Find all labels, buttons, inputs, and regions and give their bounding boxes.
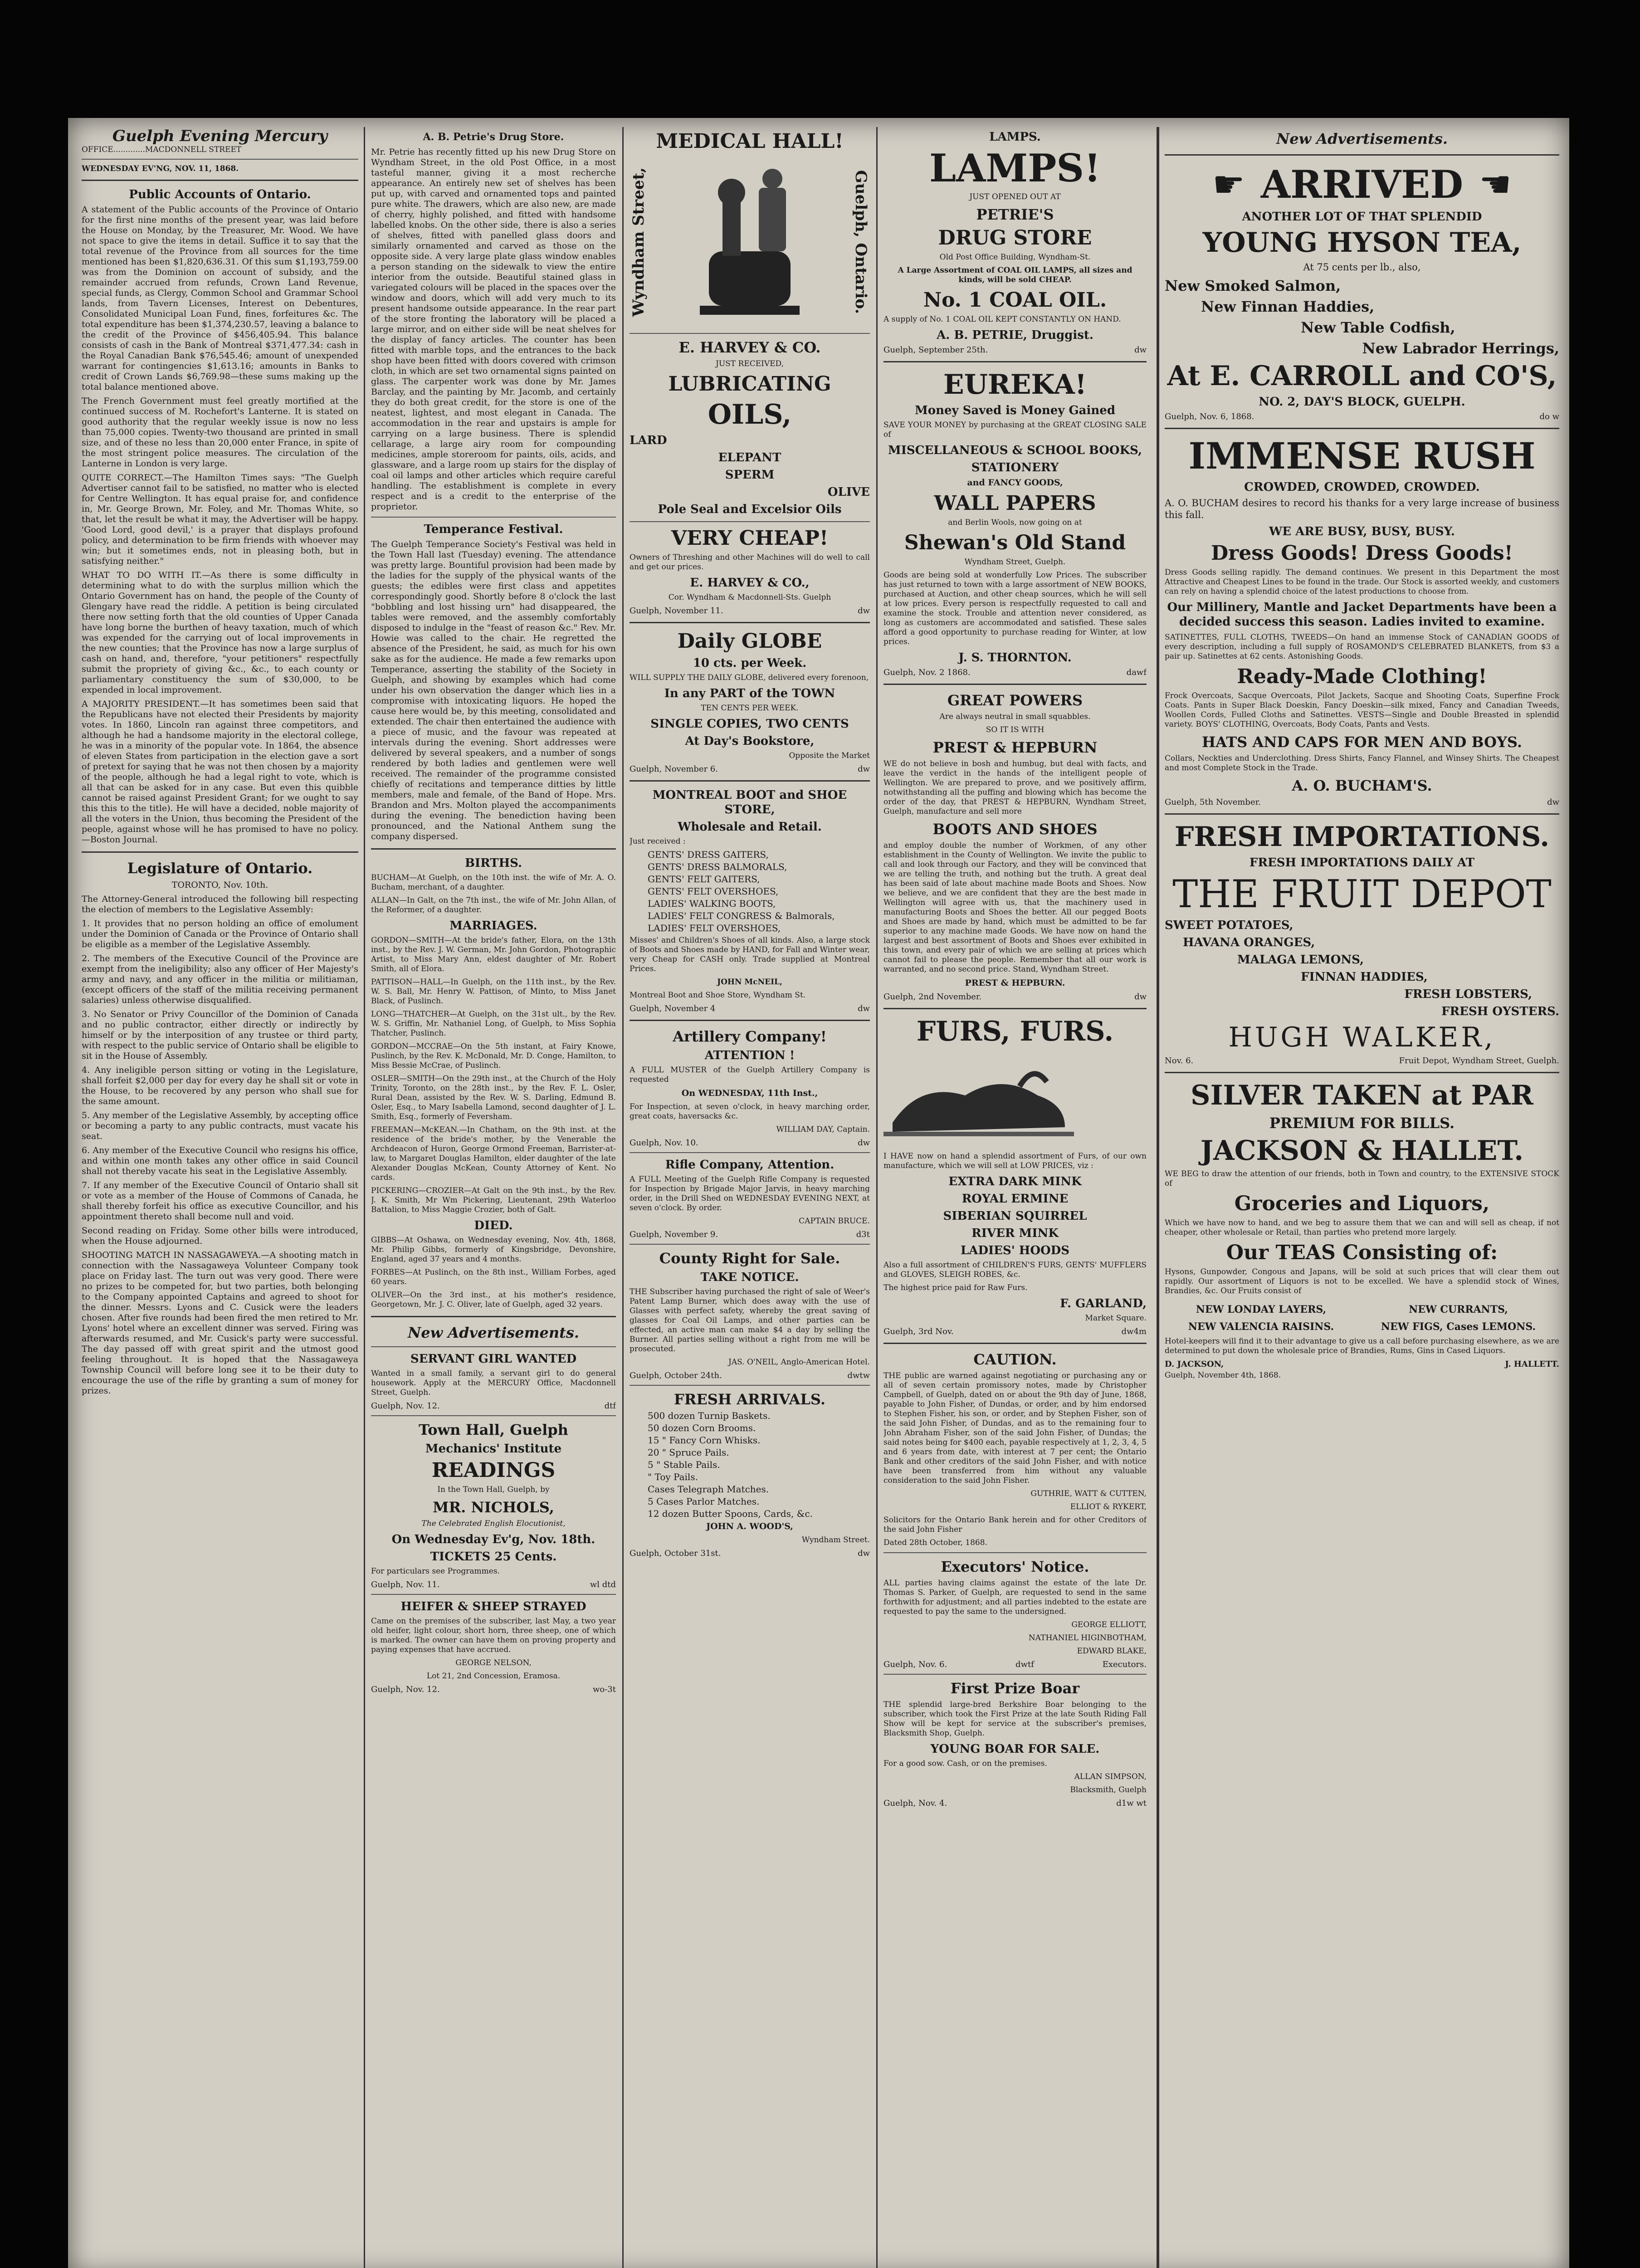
- ad-text: NATHANIEL HIGINBOTHAM,: [1028, 1633, 1147, 1642]
- list-item: GENTS' FELT OVERSHOES,: [648, 886, 779, 897]
- ad-text: I HAVE now on hand a splendid assortment of Furs, of our own manufacture, which we will sell at LOW PRICES, viz :: [883, 1152, 1147, 1170]
- article-text: The Attorney-General introduced the following bill respecting the election of members to the Legislative Assembly:: [82, 894, 358, 914]
- ad-heading: STATIONERY: [971, 461, 1059, 474]
- ad-footer: Guelph, November 6. dw: [630, 764, 870, 774]
- ad-text: On WEDNESDAY, 11th Inst.,: [681, 1088, 818, 1098]
- ad-text: Guelph, November 4th, 1868.: [1165, 1371, 1281, 1380]
- fur-animal-icon: [883, 1055, 1074, 1145]
- heading-temperance: Temperance Festival.: [424, 523, 563, 536]
- ad-heading-silver: SILVER TAKEN at PAR: [1191, 1080, 1533, 1111]
- ad-heading-eureka: EUREKA!: [943, 369, 1087, 401]
- column-rule: [876, 127, 878, 2268]
- ad-heading: Executors' Notice.: [941, 1558, 1089, 1575]
- article-text: 3. No Senator or Privy Councillor of the Dominion of Canada and no public contractor, either directly or indirectly by himself or by the interposition of any trustee or third party, with respect to the public service of Ontario shall be eligible to sit in the House of Assembly.: [82, 1009, 358, 1061]
- ad-text: Also a full assortment of CHILDREN'S FURS, GENTS' MUFFLERS and GLOVES, SLEIGH ROBES, &c.: [883, 1261, 1147, 1279]
- ad-heading: YOUNG BOAR FOR SALE.: [930, 1742, 1100, 1756]
- list-item: 5 Cases Parlor Matches.: [648, 1496, 760, 1507]
- ad-footer: Guelph, October 31st. dw: [630, 1549, 870, 1558]
- ad-item: NEW FIGS, Cases LEMONS.: [1381, 1321, 1536, 1333]
- ad-heading: HATS AND CAPS FOR MEN AND BOYS.: [1202, 733, 1522, 751]
- ad-heading: DRUG STORE: [938, 226, 1092, 249]
- ad-heading-fruit-depot: THE FRUIT DEPOT: [1172, 872, 1552, 916]
- notice: GORDON—MCCRAE—On the 5th instant, at Fairy Knowe, Puslinch, by the Rev. K. McDonald, Mr. D. Conge, Hamilton, to Miss Bessie McCrae, of Puslinch.: [371, 1042, 616, 1070]
- ad-text: Market Square.: [1085, 1314, 1147, 1323]
- ad-heading: LUBRICATING: [668, 372, 831, 396]
- ad-footer: Guelph, 3rd Nov. dw4m: [883, 1327, 1147, 1336]
- ad-text: Cor. Wyndham & Macdonnell-Sts. Guelph: [668, 593, 831, 602]
- ad-text: JUST RECEIVED,: [716, 359, 784, 368]
- ad-heading: Wholesale and Retail.: [678, 820, 822, 834]
- ad-heading: On Wednesday Ev'g, Nov. 18th.: [391, 1533, 595, 1546]
- ad-text: Lot 21, 2nd Concession, Eramosa.: [426, 1672, 561, 1681]
- ad-text: Solicitors for the Ontario Bank herein and for other Creditors of the said John Fisher: [883, 1515, 1147, 1534]
- ad-heading: OILS,: [708, 399, 792, 430]
- notice: BUCHAM—At Guelph, on the 10th inst. the wife of Mr. A. O. Bucham, merchant, of a daughter.: [371, 873, 616, 892]
- article-text: The Guelph Temperance Society's Festival was held in the Town Hall last (Tuesday) evening. The attendance was pretty large. Bountiful provision had been made by the ladies for the supply of the physical wants of the guests; the edibles were first class and appetites correspondingly good. Shortly before 8 o'clock the last "bobbling and lost hissing urn" had disappeared, the tables were removed, and the assembly comfortably disposed to indulge in the "feast of reason &c." Rev. Mr. Howie was called to the chair. He regretted the absence of the President, he said, as much for his own sake as for the audience. He made a few remarks upon Temperance, asserting the stability of the Society in Guelph, and showing by examples which had come under his own observation the danger which lies in a compromise with intoxicating liquors. He hoped the cause here would be, by this meeting, consolidated and extended. The chair then entertained the audience with a piece of music, and the favour was repeated at intervals during the evening. Short addresses were delivered by several speakers, and a number of songs rendered by both ladies and gentlemen were well received. The remainder of the programme consisted chiefly of recitations and temperance ditties by little members, male and female, of the Band of Hope. Mrs. Brandon and Mrs. Molton played the accompaniments during the evening. The benediction having been pronounced, and the National Anthem sung the company dispersed.: [371, 539, 616, 841]
- ad-item: Pole Seal and Excelsior Oils: [658, 503, 842, 516]
- ad-heading: Our TEAS Consisting of:: [1226, 1241, 1498, 1264]
- article-text: 4. Any ineligible person sitting or voting in the Legislature, shall forfeit $2,000 per day for every day he shall sit or vote in the House, to be recovered by any person who shall sue for the same amount.: [82, 1065, 358, 1106]
- ad-text: and Berlin Wools, now going on at: [948, 518, 1082, 527]
- ad-text: ANOTHER LOT OF THAT SPLENDID: [1242, 210, 1482, 224]
- ad-text: Goods are being sold at wonderfully Low Prices. The subscriber has just returned to town with a large assortment of NEW BOOKS, purchased at Auction, and other cheap sources, which he will sell at low prices. Every person is respectfully requested to call and examine the stock. Trouble and attention never considered, as long as customers are accommodated and satisfied. These sales afford a good opportunity to purchase reading for Winter, at low prices.: [883, 571, 1147, 646]
- ad-text: CAPTAIN BRUCE.: [799, 1217, 870, 1226]
- ad-footer: D. JACKSON, J. HALLETT.: [1165, 1359, 1559, 1369]
- ad-heading: Mechanics' Institute: [425, 1442, 562, 1456]
- ad-item: NEW LONDAY LAYERS,: [1196, 1304, 1327, 1315]
- ad-item: ROYAL ERMINE: [962, 1192, 1069, 1206]
- ad-heading: ATTENTION !: [704, 1049, 795, 1062]
- article-text: 1. It provides that no person holding an office of emolument under the Dominion of Canada or the Province of Ontario shall be eligible as a member of the Legislative Assembly.: [82, 919, 358, 949]
- ad-footer: Guelph, Nov. 6, 1868. do w: [1165, 412, 1559, 421]
- ad-text: For a good sow. Cash, or on the premises.: [883, 1759, 1047, 1768]
- vertical-caption: Wyndham Street,: [630, 167, 648, 317]
- ad-heading: County Right for Sale.: [659, 1250, 840, 1267]
- ad-heading: SINGLE COPIES, TWO CENTS: [650, 717, 849, 731]
- ad-heading: GREAT POWERS: [947, 692, 1083, 709]
- ad-heading: WE ARE BUSY, BUSY, BUSY.: [1269, 525, 1455, 538]
- ad-text: Misses' and Children's Shoes of all kinds. Also, a large stock of Boots and Shoes made by HAND, for Fall and Winter wear, very Cheap for CASH only. Trade supplied at Montreal Prices.: [630, 936, 870, 973]
- ad-text: Old Post Office Building, Wyndham-St.: [939, 253, 1091, 262]
- ad-text: For particulars see Programmes.: [371, 1567, 500, 1576]
- ad-text: Just received :: [630, 837, 686, 846]
- ad-footer: Guelph, November 11. dw: [630, 606, 870, 616]
- ad-item: New Finnan Haddies,: [1201, 298, 1375, 315]
- column-1: [82, 127, 358, 2268]
- ad-heading-arrived: ARRIVED: [1260, 162, 1464, 207]
- ad-text: CROWDED, CROWDED, CROWDED.: [1244, 480, 1480, 494]
- ad-item: HAVANA ORANGES,: [1183, 936, 1315, 949]
- ad-item: NEW CURRANTS,: [1409, 1304, 1508, 1315]
- ad-heading: PREST & HEPBURN: [932, 739, 1098, 756]
- list-item: 12 dozen Butter Spoons, Cards, &c.: [648, 1508, 813, 1519]
- ad-item: New Table Codfish,: [1301, 319, 1455, 336]
- ad-text: Collars, Neckties and Underclothing. Dress Shirts, Fancy Flannel, and Winsey Shirts. The Cheapest and most Complete Stock in the Trade.: [1165, 754, 1559, 772]
- ad-footer: Nov. 6. Fruit Depot, Wyndham Street, Guelph.: [1165, 1056, 1559, 1066]
- ad-footer: Guelph, October 24th. dwtw: [630, 1371, 870, 1380]
- ad-text: JOHN A. WOOD'S,: [706, 1521, 793, 1531]
- ad-text: EDWARD BLAKE,: [1077, 1647, 1147, 1656]
- ad-item: LARD: [630, 434, 667, 447]
- ad-text: The Celebrated English Elocutionist,: [421, 1519, 566, 1528]
- notice: PATTISON—HALL—In Guelph, on the 11th inst., by the Rev. W. S. Ball, Mr. Henry W. Pattison, of Minto, to Miss Janet Black, of Puslinch.: [371, 978, 616, 1006]
- ad-heading: In any PART of the TOWN: [664, 687, 835, 700]
- ad-text: GEORGE NELSON,: [455, 1658, 532, 1667]
- heading-legislature: Legislature of Ontario.: [127, 860, 313, 877]
- article-text: The French Government must feel greatly mortified at the continued success of M. Rochefort's Lanterne. It is stated on good authority that the regular weekly issue is now no less than 75,000 copies. Twenty-two thousand are printed in small size, and of these no less than 20,000 enter France, in spite of the most stringent police measures. The circulation of the Lanterne in London is very large.: [82, 396, 358, 469]
- ad-heading-jackson-hallet: JACKSON & HALLET.: [1200, 1135, 1524, 1167]
- ad-item: EXTRA DARK MINK: [948, 1175, 1082, 1188]
- ad-text: WILL SUPPLY THE DAILY GLOBE, delivered every forenoon,: [630, 673, 869, 682]
- column-3: [630, 127, 870, 2268]
- ad-heading: READINGS: [431, 1459, 556, 1482]
- list-item: 5 " Stable Pails.: [648, 1459, 720, 1470]
- masthead: Guelph Evening Mercury: [112, 127, 328, 145]
- ad-text: A FULL MUSTER of the Guelph Artillery Company is requested: [630, 1066, 870, 1084]
- ad-list: [630, 850, 870, 933]
- ad-text: Wanted in a small family, a servant girl to do general housework. Apply at the MERCURY Office, Macdonnell Street, Guelph.: [371, 1369, 616, 1397]
- medical-hall-art: [630, 156, 870, 328]
- heading-died: DIED.: [474, 1219, 513, 1232]
- ad-text: Hysons, Gunpowder, Congous and Japans, will be sold at such prices that will clear them out rapidly. Our assortment of Liquors is not to be excelled. We have a splendid stock of Wines, Brandies, &c. Our Fruits consist of: [1165, 1267, 1559, 1295]
- pointing-hand-left-icon: ☚: [1479, 163, 1512, 205]
- notice: LONG—THATCHER—At Guelph, on the 31st ult., by the Rev. W. S. Griffin, Mr. Nathaniel Long, of Guelph, to Miss Sophia Thatcher, Puslinch.: [371, 1010, 616, 1038]
- ad-text: For Inspection, at seven o'clock, in heavy marching order, great coats, haversacks &c.: [630, 1102, 870, 1121]
- ad-heading: FRESH ARRIVALS.: [674, 1391, 825, 1408]
- column-5: [1165, 127, 1559, 2268]
- ad-footer: Guelph, November 4 dw: [630, 1004, 870, 1013]
- list-item: 20 " Spruce Pails.: [648, 1447, 729, 1458]
- ad-text: and employ double the number of Workmen, of any other establishment in the County of Wellington. We invite the public to call and look through our Factory, and they will be convinced that we are telling the truth, and nothing but the truth. A great deal has been said of late about machine made Boots and Shoes. Now we believe, and we are confident that they are the best made in Wellington will agree with us, that the machinery used in manufacturing Boots and Shoes the better. All our pegged Boots and Shoes are made by hand, which must be admitted to be far superior to any machine made Goods. We have now on hand the largest and best assortment of Boots and Shoes ever exhibited in this town, and every pair of which we are selling at prices which cannot fail to please the people. Remember that all our work is warranted, and no second price. Stand, Wyndham Street.: [883, 841, 1147, 974]
- ad-text: Our Millinery, Mantle and Jacket Departments have been a decided success this season. Ladies invited to examine.: [1167, 601, 1557, 629]
- list-item: Cases Telegraph Matches.: [648, 1484, 769, 1495]
- column-rule: [622, 127, 624, 2268]
- ad-text: TEN CENTS PER WEEK.: [701, 704, 799, 713]
- ad-text: A supply of No. 1 COAL OIL KEPT CONSTANTLY ON HAND.: [883, 315, 1121, 324]
- ad-text: Dress Goods selling rapidly. The demand continues. We present in this Department the most Attractive and Cheapest Lines to be found in the trade. Our Stock is assorted weekly, and customers can rely on having a splendid choice of the latest productions to choose from.: [1165, 568, 1559, 596]
- ad-text: Came on the premises of the subscriber, last May, a two year old heifer, light colour, short horn, three sheep, one of which is marked. The owner can have them on proving property and paying expenses that have accrued.: [371, 1617, 616, 1654]
- ad-footer: Guelph, September 25th. dw: [883, 345, 1147, 355]
- ad-text: GUTHRIE, WATT & CUTTEN,: [1030, 1489, 1147, 1498]
- ad-heading: E. HARVEY & CO.: [678, 339, 821, 356]
- ad-item: FINNAN HADDIES,: [1301, 970, 1428, 984]
- ad-text: THE splendid large-bred Berkshire Boar belonging to the subscriber, which took the First Prize at the late South Riding Fall Show will be kept for service at the subscriber's premises, Blacksmith Shop, Guelph.: [883, 1700, 1147, 1738]
- ad-text: Hotel-keepers will find it to their advantage to give us a call before purchasing elsewhere, as we are determined to put down the wholesale price of Brandies, Rums, Gins in Cased Liquors.: [1165, 1337, 1559, 1355]
- list-item: GENTS' DRESS BALMORALS,: [648, 861, 787, 872]
- ad-text: Opposite the Market: [789, 751, 870, 760]
- ad-text: PREMIUM FOR BILLS.: [1269, 1114, 1455, 1132]
- notice: GORDON—SMITH—At the bride's father, Elora, on the 13th inst., by the Rev. J. W. German, Mr. John Gordon, Photographic Artist, to Miss Mary Ann, eldest daughter of Mr. Robert Smith, all of Elora.: [371, 936, 616, 973]
- list-item: LADIES' FELT OVERSHOES,: [648, 923, 781, 934]
- ad-heading: A. B. PETRIE, Druggist.: [937, 328, 1093, 342]
- ad-heading: Artillery Company!: [673, 1028, 827, 1045]
- ad-heading: Shewan's Old Stand: [904, 531, 1126, 554]
- ad-footer: Guelph, Nov. 2 1868. dawf: [883, 668, 1147, 677]
- ad-text: ELLIOT & RYKERT,: [1070, 1502, 1147, 1511]
- ad-text: ALLAN SIMPSON,: [1074, 1772, 1147, 1781]
- ad-text: WE BEG to draw the attention of our friends, both in Town and country, to the EXTENSIVE STOCK of: [1165, 1169, 1559, 1188]
- list-item: GENTS' FELT GAITERS,: [648, 874, 760, 885]
- ad-footer: Guelph, 5th November. dw: [1165, 797, 1559, 807]
- ad-heading: MR. NICHOLS,: [433, 1499, 554, 1516]
- ad-item: LADIES' HOODS: [961, 1244, 1069, 1257]
- ad-heading: TICKETS 25 Cents.: [430, 1550, 557, 1564]
- ad-footer: Guelph, Nov. 12. dtf: [371, 1401, 616, 1411]
- ad-text: GEORGE ELLIOTT,: [1071, 1620, 1147, 1629]
- fruit-list: [1165, 1300, 1559, 1337]
- mortar-and-pestle-icon: [695, 161, 804, 324]
- ad-heading-furs: FURS, FURS.: [916, 1016, 1114, 1047]
- arrived-banner: [1165, 162, 1559, 207]
- ad-heading: No. 1 COAL OIL.: [923, 288, 1107, 312]
- notice: PICKERING—CROZIER—At Galt on the 9th inst., by the Rev. J. K. Smith, Mr Wm Pickering, Lieutenant, 29th Waterloo Battalion, to Miss Maggie Crozier, both of Galt.: [371, 1186, 616, 1214]
- article-text: WHAT TO DO WITH IT.—As there is some difficulty in determining what to do with the surplus million which the Ontario Government has on hand, the people of the County of Glengary have read the riddle. A petition is being circulated there now setting forth that the old counties of Upper Canada have long borne the burthen of heavy taxation, much of which was expended for the carrying out of local improvements in the new counties; that the Province has now a large surplus of cash on hand, and, therefore, "your petitioners" respectfully submit the propriety of giving &c., &c., to each county or parliamentary constituency the sum of $30,000, to be expended in local improvement.: [82, 570, 358, 695]
- ad-text: and FANCY GOODS,: [967, 478, 1063, 488]
- ad-heading: HUGH WALKER,: [1228, 1022, 1496, 1053]
- heading-public-accounts: Public Accounts of Ontario.: [129, 188, 311, 201]
- ad-text: At 75 cents per lb., also,: [1303, 262, 1421, 273]
- ad-text: Which we have now to hand, and we beg to assure them that we can and will sell as cheap, if not cheaper, other wholesale or Retail, than parties who pretend more largely.: [1165, 1218, 1559, 1237]
- ad-text: A FULL Meeting of the Guelph Rifle Company is requested for Inspection by Brigade Major Jarvis, in heavy marching order, in the Drill Shed on WEDNESDAY EVENING NEXT, at seven o'clock. By order.: [630, 1175, 870, 1212]
- ad-item: SIBERIAN SQUIRREL: [943, 1209, 1087, 1223]
- notice: ALLAN—In Galt, on the 7th inst., the wife of Mr. John Allan, of the Reformer, of a daughter.: [371, 896, 616, 914]
- heading-births: BIRTHS.: [464, 856, 522, 870]
- ad-text: The highest price paid for Raw Furs.: [883, 1283, 1028, 1292]
- ad-heading: F. GARLAND,: [1060, 1297, 1147, 1310]
- ad-footer: Guelph, Nov. 11. wl dtd: [371, 1580, 616, 1589]
- ad-heading-fresh-importations: FRESH IMPORTATIONS.: [1174, 821, 1550, 853]
- ad-heading: A. O. BUCHAM'S.: [1292, 777, 1432, 794]
- ad-heading: HEIFER & SHEEP STRAYED: [400, 1600, 586, 1613]
- dateline: TORONTO, Nov. 10th.: [171, 880, 268, 890]
- article-text: A MAJORITY PRESIDENT.—It has sometimes been said that the Republicans have not elected their Presidents by majority votes. In 1860, Lincoln ran against three competitors, and although he had a handsome majority in the electoral college, he was in a minority of the popular vote. In 1864, the absence of eleven States from participation in the election gave a sort of pretext for saying that he was not then chosen by a majority of the people, although he had a legal right to vote, which is all that can be asked for in any case. But even this quibble cannot be raised against President Grant; for we ought to say this this to the title). He will have a decided, noble majority of all the voters in the Union, thus becoming the President of the people, against whose will he has promised to have no policy.—Boston Journal.: [82, 699, 358, 845]
- ad-text: ALL parties having claims against the estate of the late Dr. Thomas S. Parker, of Guelph, are requested to send in the same forthwith for adjustment; and all parties indebted to the estate are requested to pay the same to the undersigned.: [883, 1579, 1147, 1616]
- ad-text: Are always neutral in small squabbles.: [939, 712, 1091, 721]
- issue-date: WEDNESDAY EV'NG, NOV. 11, 1868.: [82, 164, 239, 173]
- ad-text: Owners of Threshing and other Machines will do well to call and get our prices.: [630, 553, 870, 572]
- ad-heading: At Day's Bookstore,: [685, 734, 815, 748]
- ad-heading: Town Hall, Guelph: [419, 1421, 568, 1438]
- ad-heading: Ready-Made Clothing!: [1237, 665, 1487, 688]
- ad-item: New Labrador Herrings,: [1362, 340, 1559, 357]
- ad-footer: Guelph, 2nd November. dw: [883, 992, 1147, 1002]
- ad-footer: Guelph, Nov. 6. dwtf Executors.: [883, 1660, 1147, 1669]
- ad-item: OLIVE: [827, 485, 870, 499]
- pointing-hand-right-icon: ☛: [1212, 163, 1245, 205]
- ad-heading: First Prize Boar: [950, 1680, 1080, 1697]
- ad-heading-lamps: LAMPS!: [929, 146, 1101, 191]
- article-text: 6. Any member of the Executive Council who resigns his office, and within one month takes any other office in said Council shall not thereby vacate his seat in the Legislative Assembly.: [82, 1145, 358, 1176]
- ad-heading: E. HARVEY & CO.,: [690, 576, 810, 590]
- notice: OLIVER—On the 3rd inst., at his mother's residence, Georgetown, Mr. J. C. Oliver, late of Guelph, aged 32 years.: [371, 1290, 616, 1309]
- ad-heading-globe: Daily GLOBE: [677, 630, 822, 653]
- article-text: A statement of the Public accounts of the Province of Ontario for the first nine months of the present year, was laid before the House on Monday, by the Treasurer, Mr. Wood. We have not space to give the items in detail. Suffice it to say that the total revenue of the Province from all sources for the time mentioned has been $1,820,636.31. Of this sum $1,193,759.00 was from the Dominion on account of subsidy, and the remainder accrued from refunds, Crown Land Revenue, special funds, as Clergy, Common School and Grammar School lands, from Tavern Licenses, Interest on Debentures, Consolidated Municipal Loan Fund, fines, forfeitures &c. The total expenditure has been $1,374,230.57, leaving a balance to the credit of the Province of $456,405.94. This balance consists of cash in the Bank of Montreal $371,477.34: cash in the Royal Canadian Bank $76,545.46; amount of unexpended warrant for contingencies $1,613.16; amounts in Banks to credit of Crown Lands $6,769.98—these sums making up the total balance mentioned above.: [82, 205, 358, 392]
- heading-new-advertisements: New Advertisements.: [1276, 130, 1448, 147]
- ad-text: Wyndham Street, Guelph.: [964, 557, 1066, 567]
- column-2: [371, 127, 616, 2268]
- article-text: 7. If any member of the Executive Council of Ontario shall sit or vote as a member of the House of Commons of Canada, he shall thereby forfeit his office as executive Councillor, and his appointment thereto shall become null and void.: [82, 1180, 358, 1222]
- ad-text: WILLIAM DAY, Captain.: [776, 1125, 870, 1134]
- ad-text: JOHN McNEIL,: [717, 978, 782, 987]
- column-rule: [364, 127, 365, 2268]
- ad-heading: TAKE NOTICE.: [700, 1271, 799, 1284]
- ad-item: FRESH LOBSTERS,: [1404, 987, 1532, 1001]
- masthead-office: OFFICE.............MACDONNELL STREET: [82, 145, 242, 154]
- ad-heading: CAUTION.: [973, 1351, 1057, 1368]
- ad-text: NO. 2, DAY'S BLOCK, GUELPH.: [1259, 395, 1465, 409]
- article-text: Second reading on Friday. Some other bills were introduced, when the House adjourned.: [82, 1226, 358, 1246]
- notice: GIBBS—At Oshawa, on Wednesday evening, Nov. 4th, 1868, Mr. Philip Gibbs, formerly of Kingsbridge, Devonshire, England, aged 37 years and 4 months.: [371, 1236, 616, 1264]
- heading-petrie: A. B. Petrie's Drug Store.: [423, 131, 564, 143]
- ad-footer: Guelph, November 9. d3t: [630, 1230, 870, 1239]
- ad-heading: Dress Goods! Dress Goods!: [1211, 542, 1513, 565]
- ad-heading: SERVANT GIRL WANTED: [410, 1352, 577, 1366]
- ad-text: A Large Assortment of COAL OIL LAMPS, all sizes and kinds, will be sold CHEAP.: [898, 266, 1132, 284]
- ad-text: Frock Overcoats, Sacque Overcoats, Pilot Jackets, Sacque and Shooting Coats, Superfine Frock Coats. Pants in Super Black Doeskin, Fancy Doeskin—silk mixed, Fancy and Canadian Tweeds, Woollen Cords, Fulled Cloths and Satinettes. VESTS—Single and Double Breasted in splendid variety. BOYS' CLOTHING, Overcoats, Body Coats, Pants and Vests.: [1165, 691, 1559, 729]
- list-item: LADIES' WALKING BOOTS,: [648, 898, 776, 909]
- article-text: 2. The members of the Executive Council of the Province are exempt from the ineligibility; also any officer of Her Majesty's army and navy, and any officer in the militia or militiaman, (except officers of the staff of the militia receiving permanent salaries) unless otherwise disqualified.: [82, 953, 358, 1005]
- ad-text: FRESH IMPORTATIONS DAILY AT: [1249, 856, 1475, 870]
- list-item: 15 " Fancy Corn Whisks.: [648, 1435, 761, 1446]
- column-4: [883, 127, 1147, 2268]
- ad-item: SPERM: [725, 468, 775, 482]
- list-item: " Toy Pails.: [648, 1471, 698, 1482]
- list-item: 500 dozen Turnip Baskets.: [648, 1410, 771, 1421]
- heading-new-advertisements: New Advertisements.: [407, 1324, 580, 1341]
- notice: OSLER—SMITH—On the 29th inst., at the Church of the Holy Trinity, Toronto, on the 28th inst., by the Rev. F. L. Osler, Rural Dean, assisted by the Rev. W. S. Darling, Edmund B. Osler, Esq., to Mary Isabella Lamond, second daughter of J. L. Smith, Esq., formerly of Feversham.: [371, 1074, 616, 1121]
- ad-item: ELEPANT: [718, 451, 781, 464]
- ad-item: FRESH OYSTERS.: [1441, 1005, 1559, 1018]
- ad-item: MALAGA LEMONS,: [1237, 953, 1364, 967]
- ad-item: RIVER MINK: [971, 1227, 1059, 1240]
- ad-text: THE Subscriber having purchased the right of sale of Weer's Patent Lamp Burner, which does away with the use of Glasses with perfect safety, whereby the great saving of glasses for Coal Oil Lamps, and other parties can be effected, an active man can make $4 a day by selling the Burner. All parties selling without a right from me will be prosecuted.: [630, 1287, 870, 1354]
- list-item: LADIES' FELT CONGRESS & Balmorals,: [648, 910, 835, 921]
- ad-heading: At E. CARROLL and CO'S,: [1167, 360, 1557, 392]
- ad-text: WE do not believe in bosh and humbug, but deal with facts, and leave the verdict in the hands of the intelligent people of Wellington. We are prepared to prove, and we positively affirm, notwithstanding all the puffing and blowing which has become the order of the day, that PREST & HEPBURN, Wyndham Street, Guelph, manufacture and sell more: [883, 759, 1147, 816]
- ad-text: In the Town Hall, Guelph, by: [437, 1485, 550, 1494]
- article-text: 5. Any member of the Legislative Assembly, by accepting office or becoming a party to any public contracts, must vacate his seat.: [82, 1110, 358, 1141]
- article-text: Mr. Petrie has recently fitted up his new Drug Store on Wyndham Street, in the old Post Office, in a most tasteful manner, giving it a most recherche appearance. An entirely new set of shelves has been put up, with carved and ornamented tops and painted pure white. The drawers, which are also new, are made of cherry, highly polished, and fitted with handsome labelled knobs. On the other side, there is also a series of shelves, fitted with panelled glass doors and similarly ornamented and carved as those on the opposite side. A very large plate glass window enables a person standing on the sidewalk to view the entire interior from the outside. Beautiful stained glass in variegated colours will be placed in the spaces over the window and doors, which will add very much to its present handsome outside appearance. In the rear part of the store fronting the laboratory will be placed a large mirror, and on either side will be neat shelves for the display of fancy articles. The counter has been fitted with marble tops, and the entrances to the back shop have been fitted with doors covered with crimson cloth, in which are set two ornamental signs painted on glass. The carpenter work was done by Mr. James Barclay, and the painting by Mr. Jacomb, and certainly they do both great credit, for the store is one of the neatest, lightest, and most elegant in Canada. The accommodation in the rear and upstairs is ample for carrying on a large business. There is splendid cellarage, a large airy room for compounding medicines, ample storeroom for paints, oils, acids, and glassware, and a large room up stairs for the display of coal oil lamps and other articles which require careful handling. The establishment is complete in every respect and is a credit to the enterprise of the proprietor.: [371, 147, 616, 512]
- ad-list: [630, 1411, 870, 1519]
- notice: FORBES—At Puslinch, on the 8th inst., William Forbes, aged 60 years.: [371, 1268, 616, 1286]
- ad-footer: Guelph, Nov. 12. wo-3t: [371, 1685, 616, 1694]
- ad-text: A. O. BUCHAM desires to record his thanks for a very large increase of business this fall.: [1165, 498, 1559, 520]
- newspaper-page: [68, 118, 1569, 2268]
- notice: FREEMAN—McKEAN.—In Chatham, on the 9th inst. at the residence of the bride's mother, by the Venerable the Archdeacon of Huron, George Ormond Freeman, Barrister-at-law, to Margaret Douglas Hamilton, elder daughter of the late Alexander Douglas McKean, County Attorney of Kent. No cards.: [371, 1125, 616, 1182]
- vertical-caption: Guelph, Ontario.: [852, 170, 870, 314]
- ad-heading: MONTREAL BOOT and SHOE STORE,: [652, 788, 847, 816]
- ad-text: Blacksmith, Guelph: [1070, 1785, 1147, 1794]
- list-item: 50 dozen Corn Brooms.: [648, 1422, 756, 1433]
- heading-marriages: MARRIAGES.: [449, 919, 537, 933]
- ad-text: JAS. O'NEIL, Anglo-American Hotel.: [728, 1358, 870, 1367]
- ad-text: JUST OPENED OUT AT: [969, 192, 1061, 201]
- ad-item: NEW VALENCIA RAISINS.: [1188, 1321, 1334, 1333]
- article-text: SHOOTING MATCH IN NASSAGAWEYA.—A shooting match in connection with the Nassagaweya Volunteer Company took place on Friday last. The turn out was very good. There were no prizes to be competed for, but two parties, both belonging to the Company appointed Captains and agreed to shoot for the dinner. Messrs. Lyons and C. Cusick were the leaders chosen. After five rounds had been fired the men retired to Mr. Lyons' hotel where an excellent dinner was served. Firing was afterwards resumed, and Mr. Cusick's party were successful. The day passed off with great spirit and the utmost good feeling throughout. It is hoped that the Nassagaweya Township Council will before long see it to be their duty to encourage the use of the rifle by granting a sum of money for prizes.: [82, 1250, 358, 1396]
- ad-heading: WALL PAPERS: [934, 492, 1096, 515]
- ad-item: New Smoked Salmon,: [1165, 277, 1341, 294]
- article-text: QUITE CORRECT.—The Hamilton Times says: "The Guelph Advertiser cannot fail to be satisfied, no matter who is elected for Centre Wellington. It has equal praise for, and confidence in, Mr. George Brown, Mr. Foley, and Mr. Thomas White, so that, let the result be what it may, the Advertiser will be happy. 'Good Lord, good devil,' is a prayer that displays profound policy, and determination to be firm friends with whoever may win; but it sometimes ends, not in pleasing both, but in satisfying neither.": [82, 473, 358, 566]
- ad-heading: YOUNG HYSON TEA,: [1202, 227, 1522, 259]
- ad-heading: Money Saved is Money Gained: [914, 404, 1116, 417]
- ad-footer: Guelph, Nov. 10. dw: [630, 1138, 870, 1148]
- ad-heading: LAMPS.: [989, 130, 1041, 144]
- ad-footer: Guelph, Nov. 4. d1w wt: [883, 1799, 1147, 1808]
- ad-text: Wyndham Street.: [801, 1535, 870, 1545]
- ad-text: SATINETTES, FULL CLOTHS, TWEEDS—On hand an immense Stock of CANADIAN GOODS of every description, including a full supply of ROSAMOND'S CELEBRATED BLANKETS, from $3 a pair up. Satinettes at 62 cents. Astonishing Goods.: [1165, 633, 1559, 661]
- ad-heading: Groceries and Liquors,: [1234, 1192, 1490, 1215]
- ad-heading: VERY CHEAP!: [671, 527, 829, 550]
- ad-heading: MISCELLANEOUS & SCHOOL BOOKS,: [888, 444, 1142, 457]
- column-rule: [1157, 127, 1159, 2268]
- ad-text: PREST & HEPBURN.: [965, 978, 1065, 988]
- ad-text: Dated 28th October, 1868.: [883, 1538, 987, 1547]
- ad-heading: J. S. THORNTON.: [958, 651, 1072, 665]
- ad-heading-medical-hall: MEDICAL HALL!: [656, 130, 844, 153]
- ad-text: THE public are warned against negotiating or purchasing any or all of seven certain promissory notes, made by Christopher Campbell, of Guelph, dated on or about the 9th day of June, 1868, payable to John Fisher, of Dundas, or order, and by him endorsed to Stephen Fisher, his son, or order, and by Stephen Fisher, son of the said John Fisher, of Dundas, and as to the remaining four to John Abraham Fisher, son of the said John Fisher, of Dundas; the said notes being for $400 each, payable respectively at 1, 2, 3, 4, 5 and 6 years from date, with interest at 7 per cent; the Ontario Bank and other creditors of the said John Fisher, and with notice have been transferred from him without any valuable consideration to the said John Fisher.: [883, 1371, 1147, 1485]
- ad-text: SO IT IS WITH: [986, 725, 1045, 734]
- ad-text: SAVE YOUR MONEY by purchasing at the GREAT CLOSING SALE of: [883, 420, 1147, 439]
- ad-text: Montreal Boot and Shoe Store, Wyndham St.: [630, 991, 806, 1000]
- list-item: GENTS' DRESS GAITERS,: [648, 849, 769, 860]
- ad-heading-immense-rush: IMMENSE RUSH: [1188, 435, 1536, 477]
- ad-item: SWEET POTATOES,: [1165, 919, 1293, 932]
- ad-heading: 10 cts. per Week.: [693, 656, 807, 670]
- ad-heading: BOOTS AND SHOES: [932, 821, 1098, 838]
- ad-heading: Rifle Company, Attention.: [665, 1158, 835, 1172]
- ad-heading: PETRIE'S: [976, 206, 1054, 223]
